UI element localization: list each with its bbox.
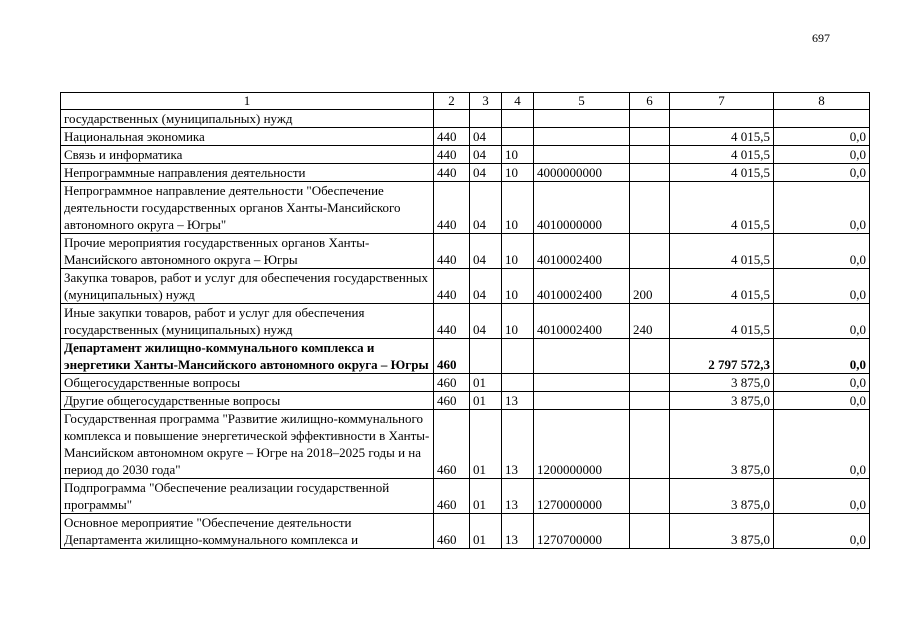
- row-name-cell: Основное мероприятие "Обеспечение деятельности Департамента жилищно-коммунального комплекса и: [61, 514, 434, 549]
- row-name-cell: Непрограммные направления деятельности: [61, 164, 434, 182]
- row-value-cell: 10: [502, 234, 534, 269]
- table-row: [61, 410, 870, 479]
- column-header: 4: [502, 93, 534, 110]
- row-value-cell: [630, 339, 670, 374]
- row-value-cell: 04: [470, 304, 502, 339]
- row-value-cell: 01: [470, 479, 502, 514]
- row-value-cell: 0,0: [774, 128, 870, 146]
- row-value-cell: [630, 234, 670, 269]
- row-name-cell: государственных (муниципальных) нужд: [61, 110, 434, 128]
- row-value-cell: 440: [434, 269, 470, 304]
- row-value-cell: 04: [470, 146, 502, 164]
- row-value-cell: [534, 374, 630, 392]
- row-value-cell: [534, 146, 630, 164]
- row-value-cell: [630, 182, 670, 234]
- row-value-cell: 4 015,5: [670, 182, 774, 234]
- row-value-cell: 2 797 572,3: [670, 339, 774, 374]
- row-value-cell: 04: [470, 128, 502, 146]
- row-value-cell: [774, 110, 870, 128]
- table-row: [61, 269, 870, 304]
- table-row: [61, 128, 870, 146]
- header-row: [61, 93, 870, 110]
- row-value-cell: [434, 110, 470, 128]
- row-value-cell: 0,0: [774, 182, 870, 234]
- row-name-cell: Департамент жилищно-коммунального комплекса и энергетики Ханты-Мансийского автономного округа – Югры: [61, 339, 434, 374]
- row-value-cell: [630, 514, 670, 549]
- table-row: [61, 479, 870, 514]
- row-value-cell: 13: [502, 514, 534, 549]
- row-name-cell: Иные закупки товаров, работ и услуг для обеспечения государственных (муниципальных) нужд: [61, 304, 434, 339]
- row-value-cell: [534, 110, 630, 128]
- row-value-cell: 4 015,5: [670, 128, 774, 146]
- row-value-cell: 4010002400: [534, 234, 630, 269]
- budget-table: [60, 92, 870, 549]
- page-number: 697: [812, 31, 830, 45]
- row-value-cell: [670, 110, 774, 128]
- row-value-cell: [470, 110, 502, 128]
- row-value-cell: 3 875,0: [670, 392, 774, 410]
- row-value-cell: 460: [434, 374, 470, 392]
- row-value-cell: 4 015,5: [670, 234, 774, 269]
- column-header: 5: [534, 93, 630, 110]
- row-value-cell: 4010002400: [534, 269, 630, 304]
- table-row: [61, 304, 870, 339]
- row-value-cell: 4010002400: [534, 304, 630, 339]
- row-value-cell: 13: [502, 410, 534, 479]
- column-header: 7: [670, 93, 774, 110]
- row-value-cell: 10: [502, 146, 534, 164]
- row-value-cell: 0,0: [774, 339, 870, 374]
- table-row: [61, 514, 870, 549]
- row-value-cell: 04: [470, 182, 502, 234]
- row-name-cell: Непрограммное направление деятельности "Обеспечение деятельности государственных органов Ханты-Мансийского автономного округа – Югры": [61, 182, 434, 234]
- row-value-cell: 0,0: [774, 269, 870, 304]
- row-value-cell: 0,0: [774, 410, 870, 479]
- row-name-cell: Закупка товаров, работ и услуг для обеспечения государственных (муниципальных) нужд: [61, 269, 434, 304]
- row-value-cell: 460: [434, 479, 470, 514]
- row-name-cell: Связь и информатика: [61, 146, 434, 164]
- row-value-cell: 240: [630, 304, 670, 339]
- column-header: 2: [434, 93, 470, 110]
- row-value-cell: 10: [502, 182, 534, 234]
- row-value-cell: [534, 392, 630, 410]
- row-value-cell: 3 875,0: [670, 374, 774, 392]
- row-value-cell: 440: [434, 304, 470, 339]
- row-value-cell: 01: [470, 410, 502, 479]
- row-value-cell: [470, 339, 502, 374]
- row-value-cell: 04: [470, 234, 502, 269]
- row-value-cell: 460: [434, 392, 470, 410]
- row-value-cell: 13: [502, 392, 534, 410]
- row-value-cell: 1270700000: [534, 514, 630, 549]
- row-value-cell: [630, 110, 670, 128]
- column-header: 8: [774, 93, 870, 110]
- row-value-cell: 460: [434, 514, 470, 549]
- row-value-cell: 0,0: [774, 479, 870, 514]
- row-value-cell: 0,0: [774, 234, 870, 269]
- row-value-cell: [630, 479, 670, 514]
- row-value-cell: [630, 164, 670, 182]
- row-value-cell: [502, 339, 534, 374]
- row-value-cell: 440: [434, 128, 470, 146]
- row-value-cell: 0,0: [774, 146, 870, 164]
- row-value-cell: 3 875,0: [670, 410, 774, 479]
- row-value-cell: [502, 374, 534, 392]
- row-name-cell: Прочие мероприятия государственных органов Ханты-Мансийского автономного округа – Югры: [61, 234, 434, 269]
- row-value-cell: 3 875,0: [670, 514, 774, 549]
- row-value-cell: 01: [470, 514, 502, 549]
- row-value-cell: [630, 374, 670, 392]
- row-value-cell: 4 015,5: [670, 269, 774, 304]
- row-value-cell: 0,0: [774, 514, 870, 549]
- row-value-cell: 4 015,5: [670, 164, 774, 182]
- row-name-cell: Другие общегосударственные вопросы: [61, 392, 434, 410]
- row-value-cell: [534, 339, 630, 374]
- table-row: [61, 234, 870, 269]
- row-value-cell: [630, 392, 670, 410]
- column-header: 3: [470, 93, 502, 110]
- row-value-cell: 3 875,0: [670, 479, 774, 514]
- row-value-cell: [630, 410, 670, 479]
- table-row: [61, 374, 870, 392]
- row-value-cell: 4 015,5: [670, 146, 774, 164]
- row-value-cell: 4 015,5: [670, 304, 774, 339]
- row-value-cell: [502, 110, 534, 128]
- row-value-cell: [534, 128, 630, 146]
- row-value-cell: 13: [502, 479, 534, 514]
- row-value-cell: 01: [470, 374, 502, 392]
- row-value-cell: 200: [630, 269, 670, 304]
- row-name-cell: Подпрограмма "Обеспечение реализации государственной программы": [61, 479, 434, 514]
- table-row: [61, 182, 870, 234]
- row-value-cell: [502, 128, 534, 146]
- row-value-cell: 01: [470, 392, 502, 410]
- row-value-cell: 04: [470, 164, 502, 182]
- table-row: [61, 392, 870, 410]
- row-value-cell: 460: [434, 410, 470, 479]
- row-name-cell: Государственная программа "Развитие жилищно-коммунального комплекса и повышение энергетической эффективности в Ханты-Мансийском автономном округе – Югре на 2018–2025 годы и на период до 2030 года": [61, 410, 434, 479]
- row-value-cell: 0,0: [774, 164, 870, 182]
- row-value-cell: 0,0: [774, 374, 870, 392]
- row-value-cell: 10: [502, 164, 534, 182]
- row-value-cell: 460: [434, 339, 470, 374]
- row-value-cell: 1270000000: [534, 479, 630, 514]
- row-name-cell: Общегосударственные вопросы: [61, 374, 434, 392]
- table-row: [61, 164, 870, 182]
- row-value-cell: 04: [470, 269, 502, 304]
- row-value-cell: [630, 128, 670, 146]
- row-value-cell: 440: [434, 182, 470, 234]
- row-value-cell: 4000000000: [534, 164, 630, 182]
- row-value-cell: 10: [502, 304, 534, 339]
- column-header: 6: [630, 93, 670, 110]
- row-value-cell: [630, 146, 670, 164]
- row-name-cell: Национальная экономика: [61, 128, 434, 146]
- row-value-cell: 440: [434, 234, 470, 269]
- column-header: 1: [61, 93, 434, 110]
- row-value-cell: 440: [434, 164, 470, 182]
- row-value-cell: 0,0: [774, 304, 870, 339]
- row-value-cell: 440: [434, 146, 470, 164]
- row-value-cell: 10: [502, 269, 534, 304]
- table-row: [61, 110, 870, 128]
- table-row: [61, 339, 870, 374]
- row-value-cell: 4010000000: [534, 182, 630, 234]
- row-value-cell: 0,0: [774, 392, 870, 410]
- table-row: [61, 146, 870, 164]
- row-value-cell: 1200000000: [534, 410, 630, 479]
